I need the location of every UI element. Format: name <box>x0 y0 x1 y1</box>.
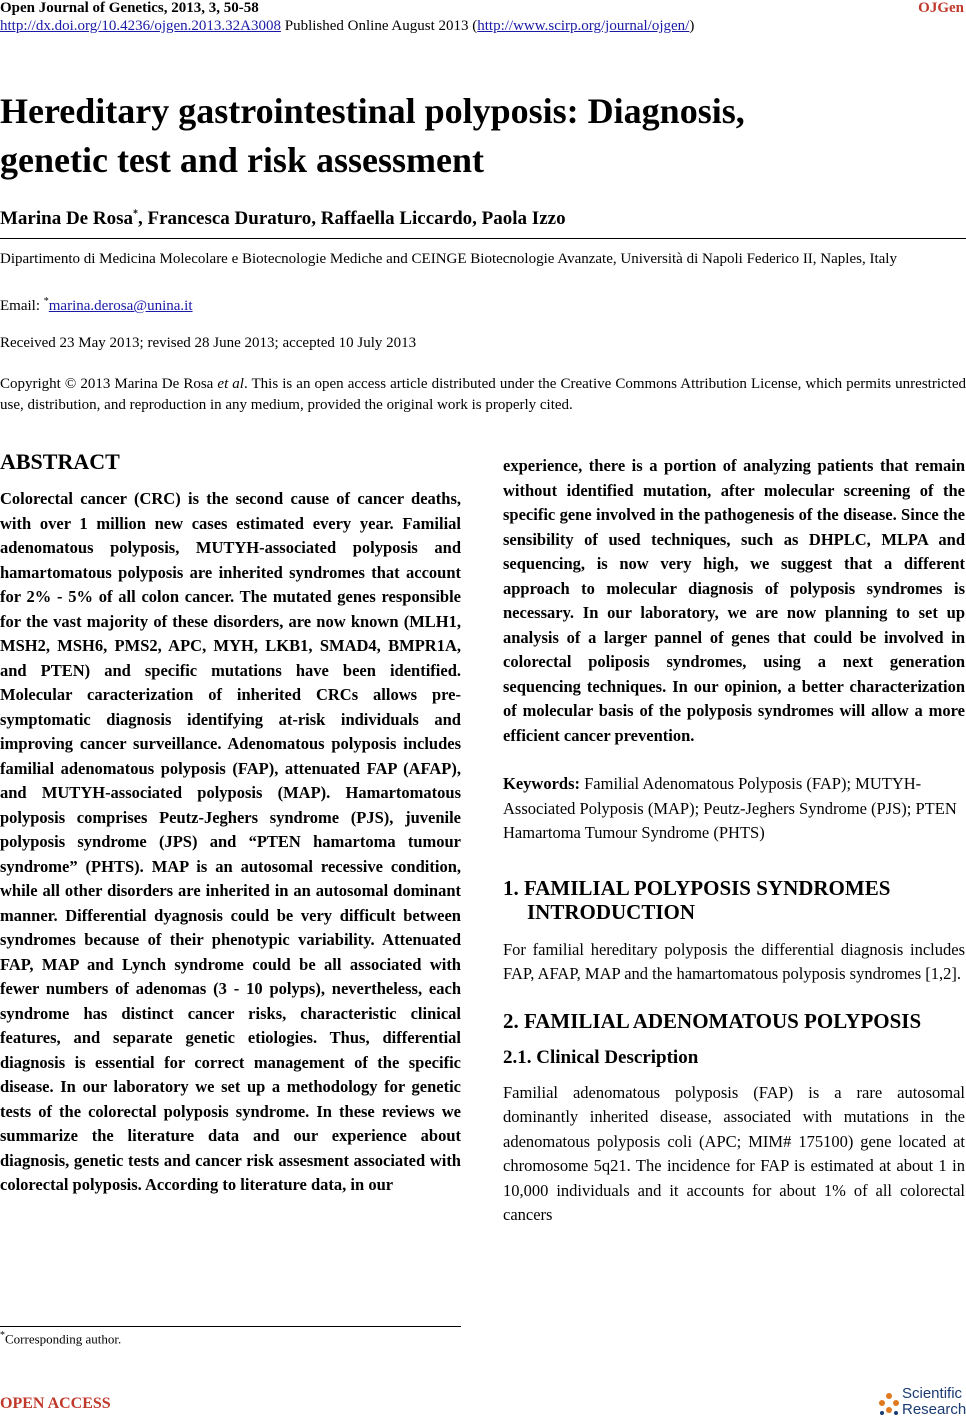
logo-line-1: Scientific <box>902 1385 963 1402</box>
author-rest: , Francesca Duraturo, Raffaella Liccardo, Paola Izzo <box>137 208 566 229</box>
affiliation: Dipartimento di Medicina Molecolare e Biotecnologie Mediche and CEINGE Biotecnologie Avanzate, Università di Napoli Federico II, Naples, Italy <box>0 251 897 267</box>
abstract-text-left: Colorectal cancer (CRC) is the second cause of cancer deaths, with over 1 million new cases estimated every year. Familial adenomatous polyposis, MUTYH-associated polyposis and hamartomatous polyposis are inherited syndromes that account for 2% - 5% of all colon cancer. The mutated genes responsible for the vast majority of these disorders, are now known (MLH1, MSH2, MSH6, PMS2, APC, MYH, LKB1, SMAD4, BMPR1A, and PTEN) and specific mutations have been identified. Molecular caracterization of inherited CRCs allows pre-symptomatic diagnosis identifying at-risk individuals and improving cancer surveillance. Adenomatous polyposis includes familial adenomatous polyposis (FAP), attenuated FAP (AFAP), and MUTYH-associated polyposis (MAP). Hamartomatous polyposis comprises Peutz-Jeghers syndrome (PJS), juvenile polyposis syndrome (JPS) and “PTEN hamartoma tumour syndrome” (PHTS). MAP is an autosomal recessive condition, while all other disorders are inherited in an autosomal dominant manner. Differential dyagnosis could be very difficult between syndromes because of their phenotypic variability. Attenuated FAP, MAP and Lynch syndrome could be all associated with fewer numbers of adenomas (3 - 10 polyps), nevertheless, each syndrome has distinct cancer risks, characteristic clinical features, and separate genetic etiologies. Thus, differential diagnosis is essential for correct management of the specific disease. In our laboratory we set up a methodology for genetic tests of the colorectal polyposis syndrome. In these reviews we summarize the literature data and our experience about diagnosis, genetic tests and cancer risk assesment associated with colorectal polyposis. According to literature data, in our <box>0 489 461 1194</box>
footnote <box>0 1330 121 1347</box>
copyright-part1: Copyright © 2013 Marina De Rosa <box>0 376 218 392</box>
copyright-part2: . This is an open access article distributed under the Creative Commons Attribution License, which permits unrestricted use, distribution, and reproduction in any medium, provided the original work is properly cited. <box>0 376 966 413</box>
journal-citation: Open Journal of Genetics, 2013, 3, 50-58 <box>0 0 259 16</box>
received-dates: Received 23 May 2013; revised 28 June 2013; accepted 10 July 2013 <box>0 335 417 351</box>
footnote-divider <box>0 1326 461 1327</box>
logo-text <box>902 1386 966 1418</box>
abstract-heading: ABSTRACT <box>0 449 120 474</box>
author-divider <box>0 238 966 239</box>
section2-1-text: Familial adenomatous polyposis (FAP) is a rare autosomal dominantly inherited disease, associated with mutations in the adenomatous polyposis coli (APC; MIM# 175100) gene located at chromosome 5q21. The incidence for FAP is estimated at about 1 in 10,000 individuals and it accounts for about 1% of all colorectal cancers <box>503 1082 965 1224</box>
journal-link[interactable]: http://www.scirp.org/journal/ojgen/ <box>477 18 690 34</box>
keywords-text: Familial Adenomatous Polyposis (FAP); MUTYH-Associated Polyposis (MAP); Peutz-Jeghers Syndrome (PJS); PTEN Hamartoma Tumour Syndrome (PHTS) <box>503 774 957 842</box>
close-paren: ) <box>689 18 695 34</box>
logo-mark-icon <box>878 1392 900 1416</box>
email-link[interactable]: marina.derosa@unina.it <box>48 298 193 314</box>
footnote-star: * <box>0 1330 5 1341</box>
title-line-2: genetic test and risk assessment <box>0 140 484 180</box>
section1-text: For familial hereditary polyposis the differential diagnosis includes FAP, AFAP, MAP and the hamartomatous polyposis syndromes [1,2]. <box>503 939 965 983</box>
published-text: Published Online August 2013 ( <box>280 18 478 34</box>
open-access-label: OPEN ACCESS <box>0 1395 111 1412</box>
journal-header <box>0 0 966 20</box>
title-line-1: Hereditary gastrointestinal polyposis: Diagnosis, <box>0 91 745 131</box>
publication-line <box>0 18 694 35</box>
authors <box>0 208 566 230</box>
right-column <box>503 454 965 1228</box>
footnote-text: Corresponding author. <box>5 1331 122 1347</box>
email-label: Email: <box>0 298 44 314</box>
section2-heading: 2. FAMILIAL ADENOMATOUS POLYPOSIS <box>503 1008 922 1033</box>
article-title <box>0 87 940 185</box>
author-first: Marina De Rosa <box>0 208 133 229</box>
left-column <box>0 449 461 1198</box>
author-star: * <box>132 208 138 220</box>
scientific-research-logo <box>878 1386 966 1422</box>
section2-1-heading: 2.1. Clinical Description <box>503 1046 699 1068</box>
email-star: * <box>43 296 49 307</box>
logo-line-2: Research <box>902 1401 966 1418</box>
keywords <box>503 772 965 846</box>
abstract-text-right: experience, there is a portion of analyzing patients that remain without identified mutation, after molecular screening of the specific gene involved in the pathogenesis of the disease. Since the sensibility of used techniques, such as DHPLC, MLPA and sequencing, is now very high, we suggest that a different approach to molecular diagnosis of polyposis syndromes is necessary. In our laboratory, we are now planning to set up analysis of a larger pannel of genes that could be involved in colorectal poliposis syndromes, using a next generation sequencing techniques. In our opinion, a better characterization of molecular basis of the polyposis syndromes will allow a more efficient cancer prevention. <box>503 456 965 745</box>
doi-link[interactable]: http://dx.doi.org/10.4236/ojgen.2013.32A3008 <box>0 18 281 34</box>
keywords-label: Keywords: <box>503 774 580 793</box>
journal-short-name: OJGen <box>918 0 964 16</box>
copyright-etal: et al <box>217 376 244 392</box>
copyright-notice <box>0 374 966 416</box>
email-line <box>0 291 193 317</box>
section1-heading: 1. FAMILIAL POLYPOSIS SYNDROMES INTRODUCTION <box>503 875 891 924</box>
